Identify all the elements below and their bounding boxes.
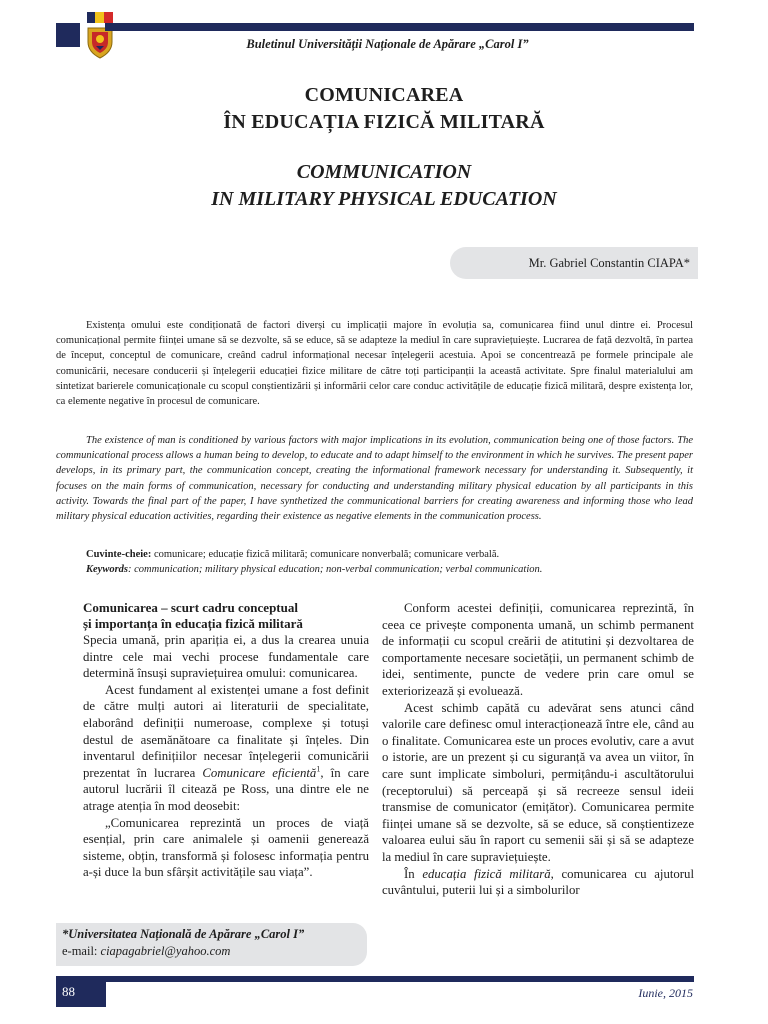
book-title: Comunicare eficientă bbox=[202, 765, 317, 780]
abstract-ro: Existența omului este condiționată de factori diverși cu implicații majore în evoluția sa, comunicarea fiind unul dintre ei. Procesul comunicațional permite ființei umane să se dezvolte, să se educe, să se adapteze la mediul în care supraviețuiește. Lucrarea de față dezvoltă, în partea de început, conceptul de comunicare, creând cadrul informațional necesar înțelegerii acestuia. Apoi se concentrează pe formele principale ale comunicării, necesare conducerii și înțelegerii educației fizice militare de către toți participanții la această activitate. Spre finalul materialului am sintetizat barierele comunicaționale cu scopul conștientizării și informării celor care conduc activitățile de educație fizică militară, despre existența lor, ca elemente negative în procesul de comunicare. bbox=[56, 320, 693, 408]
author-affiliation: *Universitatea Națională de Apărare „Carol I” bbox=[62, 927, 305, 941]
keywords-ro-text: comunicare; educație fizică militară; comunicare nonverbală; comunicare verbală. bbox=[151, 549, 500, 560]
header-bar bbox=[105, 23, 694, 31]
abstract-en: The existence of man is conditioned by various factors with major implications in its evolution, communication being one of those factors. The communicational process allows a human being to develop, to educate and to adapt himself to the environment in which he survives. The present paper develops, in its primary part, the communication concept, creating the informational framework necessary for understanding it. Subsequently, it focuses on the main forms of communication, necessary for conducting and understanding military physical education by all participants in this activity. Towards the final part of the paper, I have synthetized the communicational barriers for creating awareness and informing those who lead military physical education activities, regarding their existence as negative elements in the communication process. bbox=[56, 435, 693, 523]
keywords-en-label: Keywords bbox=[86, 564, 128, 575]
left-paragraph-2-end: , în care autorul lucrării îl citează pe Ross, una dintre ele ne atrage atenția în mod deosebit: bbox=[83, 765, 369, 813]
title-en-line1: COMMUNICATION bbox=[296, 161, 472, 183]
header-square-ornament bbox=[56, 23, 80, 47]
left-paragraph-3: „Comunicarea reprezintă un proces de viață esențial, prin care animalele și oamenii generează sisteme, obțin, transformă și folosesc informația pentru a-și duce la bun sfârșit activitățile sau viața”. bbox=[83, 815, 369, 880]
author-name: Mr. Gabriel Constantin CIAPA* bbox=[528, 256, 690, 270]
body-right-column bbox=[382, 600, 694, 899]
page-number: 88 bbox=[62, 984, 75, 999]
section-title-line1: Comunicarea – scurt cadru conceptual bbox=[83, 600, 298, 615]
right-paragraph-2: Acest schimb capătă cu adevărat sens atunci când valorile care definesc omul interacționează între ele, când au o finalitate. Comunicarea este un proces evolutiv, care a avut o istorie, are un prezent și cu siguranță va avea un viitor, în care sunt implicate simboluri, permițându-i ascultătorului (receptorului) să perceapă și să recreeze sensul ideii transmise de comunicator (emițător). Comunicarea permite ființei umane să se dezvolte, să se educe, să conștientizeze valoarea eului său în raport cu semenii săi și să se adapteze la mediul în care supraviețuiește. bbox=[382, 700, 694, 864]
keywords-ro bbox=[86, 549, 696, 560]
email-label: e-mail: bbox=[62, 944, 101, 958]
journal-title: Buletinul Universității Naționale de Apărare „Carol I” bbox=[246, 37, 529, 51]
section-title-line2: și importanța în educația fizică militară bbox=[83, 616, 303, 631]
right-paragraph-1: Conform acestei definiții, comunicarea reprezintă, în ceea ce privește componenta umană, un schimb permanent de informații cu scopul creării de atitutini și dezvoltarea de comportamente necesare societății, un permanent schimb de idei, sentimente, puncte de vedere prin care omul se exteriorizează și evoluează. bbox=[382, 601, 694, 698]
right-paragraph-3-start: În bbox=[404, 866, 423, 881]
left-paragraph-1: Specia umană, prin apariția ei, a dus la crearea unuia dintre cele mai vechi procese fundamentale care determină însuși supraviețuirea omului: comunicarea. bbox=[83, 633, 369, 681]
keywords-en-text: : communication; military physical education; non-verbal communication; verbal communication. bbox=[128, 564, 543, 575]
footer-bar bbox=[105, 976, 694, 982]
footnote-ref: 1 bbox=[316, 764, 321, 774]
title-en-line2: IN MILITARY PHYSICAL EDUCATION bbox=[211, 188, 557, 210]
university-crest-icon bbox=[84, 12, 116, 60]
title-ro-line2: ÎN EDUCAȚIA FIZICĂ MILITARĂ bbox=[223, 111, 545, 133]
author-email bbox=[62, 944, 230, 959]
right-paragraph-3-end: , comunicarea cu ajutorul cuvântului, puterii lui și a simbolurilor bbox=[382, 866, 695, 898]
left-paragraph-2-start: Acest fundament al existenței umane a fost definit de către mulți autori ai literaturii de specialitate, elaborând definiții numeroase, complexe și totuși destul de asemănătoare ca finalitate și înțeles. Din inventarul definițiilor necesar înțelegerii comunicării prezentat în lucrarea bbox=[83, 682, 369, 780]
keywords-en bbox=[86, 564, 696, 575]
body-left-column bbox=[83, 600, 369, 881]
right-paragraph-3 bbox=[382, 866, 694, 899]
emphasis-term: educația fizică militară bbox=[422, 866, 551, 881]
email-address: ciapagabriel@yahoo.com bbox=[100, 944, 231, 958]
issue-date: Iunie, 2015 bbox=[638, 986, 693, 1000]
keywords-ro-label: Cuvinte-cheie: bbox=[86, 549, 152, 560]
title-ro-line1: COMUNICAREA bbox=[304, 84, 464, 106]
left-paragraph-2 bbox=[83, 682, 369, 815]
